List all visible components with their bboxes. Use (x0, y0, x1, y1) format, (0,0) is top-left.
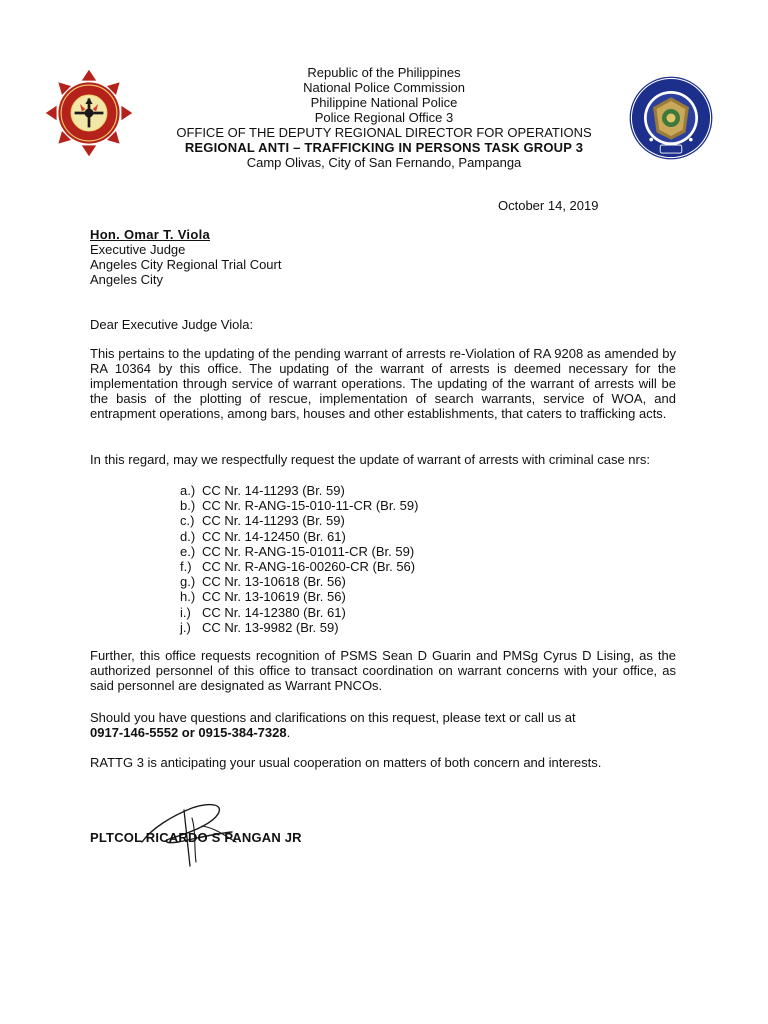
contact-end: . (286, 725, 291, 740)
case-number: CC Nr. R-ANG-16-00260-CR (Br. 56) (202, 559, 416, 575)
list-item (180, 544, 418, 559)
addressee-court: Angeles City Regional Trial Court (90, 257, 282, 272)
case-letter: a.) (180, 483, 196, 498)
contact-phones: 0917-146-5552 or 0915-384-7328 (90, 725, 287, 740)
case-letter: d.) (180, 528, 196, 544)
list-item (180, 574, 418, 589)
list-item (180, 498, 418, 513)
case-letter: g.) (180, 574, 196, 590)
signatory-name: PLTCOL RICARDO S PANGAN JR (90, 830, 302, 845)
paragraph-contact (90, 710, 676, 740)
case-letter: i.) (180, 604, 191, 620)
salutation: Dear Executive Judge Viola: (90, 317, 254, 332)
addressee-name: Hon. Omar T. Viola (90, 227, 211, 242)
paragraph-purpose: This pertains to the updating of the pending warrant of arrests re-Violation of RA 9208 as amended by RA 10364 by this office. The updating of the warrant of arrests is deemed necessary for the implementation through service of warrant operations. The updating of the warrant of arrests will be the basis of the plotting of rescue, implementation of search warrants, service of WOA, and entrapment operations, among bars, houses and other establishments, that caters to trafficking acts. (90, 346, 676, 421)
case-number: CC Nr. 14-11293 (Br. 59) (202, 483, 345, 498)
letterhead-napolcom: National Police Commission (303, 80, 465, 95)
list-item (180, 589, 418, 604)
case-number: CC Nr. 14-12450 (Br. 61) (202, 528, 346, 544)
case-number: CC Nr. 13-10618 (Br. 56) (202, 574, 346, 590)
paragraph-closing: RATTG 3 is anticipating your usual cooperation on matters of both concern and interests. (90, 755, 602, 770)
list-item (180, 483, 418, 498)
addressee-block (90, 227, 281, 287)
addressee-title: Executive Judge (90, 242, 186, 257)
list-item (180, 513, 418, 528)
police-regional-office-3-seal-icon (626, 73, 716, 163)
letterhead-republic: Republic of the Philippines (307, 65, 461, 80)
case-letter: h.) (180, 589, 196, 605)
case-letter: c.) (180, 513, 195, 529)
addressee-city: Angeles City (90, 272, 163, 287)
case-letter: b.) (180, 498, 196, 514)
pnp-seal-icon (44, 68, 134, 158)
case-number: CC Nr. 13-10619 (Br. 56) (202, 589, 346, 605)
letterhead (130, 65, 638, 170)
list-item (180, 605, 418, 620)
case-number: CC Nr. R-ANG-15-01011-CR (Br. 59) (202, 543, 415, 559)
case-number: CC Nr. 14-11293 (Br. 59) (202, 513, 345, 529)
case-letter: e.) (180, 543, 196, 559)
letterhead-task-group: REGIONAL ANTI – TRAFFICKING IN PERSONS TASK GROUP 3 (184, 140, 584, 155)
letterhead-office: OFFICE OF THE DEPUTY REGIONAL DIRECTOR FOR OPERATIONS (176, 125, 592, 140)
letterhead-address: Camp Olivas, City of San Fernando, Pampanga (246, 155, 522, 170)
letterhead-pnp: Philippine National Police (310, 95, 458, 110)
list-item (180, 620, 418, 635)
list-item (180, 529, 418, 544)
paragraph-request: In this regard, may we respectfully request the update of warrant of arrests with criminal case nrs: (90, 452, 650, 467)
case-letter: j.) (180, 619, 191, 635)
case-list (180, 483, 418, 635)
paragraph-personnel: Further, this office requests recognition of PSMS Sean D Guarin and PMSg Cyrus D Lising, as the authorized personnel of this office to transact coordination on warrant concerns with your office, as said personnel are designated as Warrant PNCOs. (90, 648, 676, 693)
contact-text: Should you have questions and clarifications on this request, please text or call us at (90, 710, 576, 725)
case-number: CC Nr. 13-9982 (Br. 59) (202, 619, 339, 635)
list-item (180, 559, 418, 574)
case-number: CC Nr. R-ANG-15-010-11-CR (Br. 59) (202, 498, 419, 514)
letter-date: October 14, 2019 (498, 198, 599, 213)
case-number: CC Nr. 14-12380 (Br. 61) (202, 604, 346, 620)
case-letter: f.) (180, 559, 192, 575)
letterhead-regional-office: Police Regional Office 3 (314, 110, 454, 125)
